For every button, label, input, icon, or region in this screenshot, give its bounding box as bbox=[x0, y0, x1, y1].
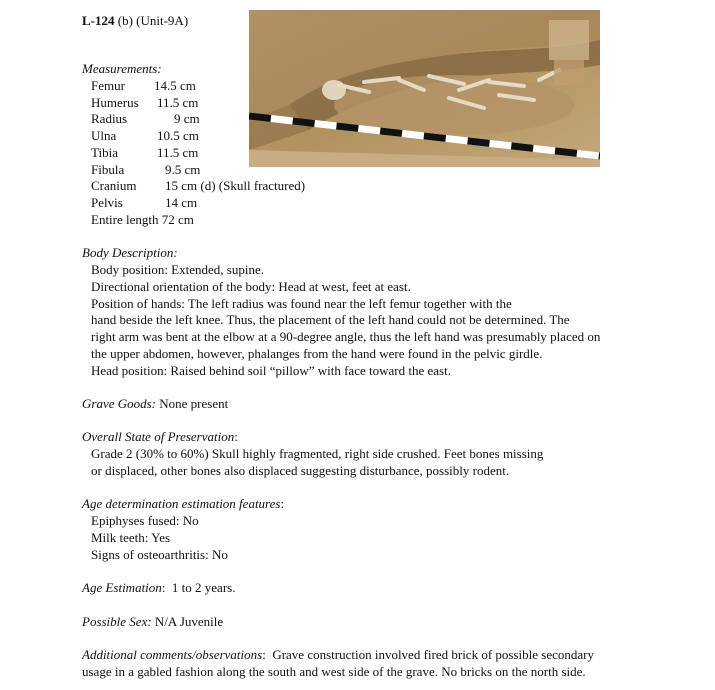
measurement-name: Entire length 72 cm bbox=[91, 212, 194, 227]
age-features-label: Age determination estimation features: bbox=[82, 496, 285, 511]
possible-sex bbox=[82, 614, 223, 630]
preservation-line: Grade 2 (30% to 60%) Skull highly fragmented, right side crushed. Feet bones missing bbox=[91, 446, 544, 461]
body-description-line: Head position: Raised behind soil “pillow” with face toward the east. bbox=[91, 363, 451, 378]
grave-goods-value: None present bbox=[159, 396, 229, 411]
possible-sex-value: N/A Juvenile bbox=[154, 614, 224, 629]
grave-goods-label: Grave Goods: bbox=[82, 396, 157, 411]
body-description-line: the upper abdomen, however, phalanges from the hand were found in the pelvic girdle. bbox=[91, 346, 543, 361]
measurement-name: Ulna bbox=[91, 128, 117, 143]
lot-subtitle: (b) (Unit-9A) bbox=[117, 13, 189, 28]
measurement-name: Fibula bbox=[91, 162, 125, 177]
burial-photo bbox=[249, 10, 600, 167]
measurement-name: Cranium bbox=[91, 178, 137, 193]
measurement-value: 15 cm (d) (Skull fractured) bbox=[165, 178, 306, 193]
measurement-value: 10.5 cm bbox=[157, 128, 199, 143]
measurement-name: Femur bbox=[91, 78, 125, 93]
age-estimation-label: Age Estimation bbox=[82, 580, 162, 595]
age-estimation-value: 1 to 2 years. bbox=[171, 580, 236, 595]
measurement-name: Radius bbox=[91, 111, 128, 126]
body-description-label: Body Description: bbox=[82, 245, 178, 260]
grave-goods bbox=[82, 396, 228, 412]
body-description-line: right arm was bent at the elbow at a 90-degree angle, thus the left hand was presumably placed on bbox=[91, 329, 601, 344]
possible-sex-label: Possible Sex: bbox=[82, 614, 152, 629]
burial-photo-graphic bbox=[249, 10, 600, 167]
measurement-value: 9.5 cm bbox=[165, 162, 201, 177]
measurement-value: 14.5 cm bbox=[154, 78, 196, 93]
age-feature-line: Signs of osteoarthritis: No bbox=[91, 547, 228, 562]
body-description-line: Position of hands: The left radius was found near the left femur together with the bbox=[91, 296, 512, 311]
preservation-line: or displaced, other bones also displaced suggesting disturbance, possibly rodent. bbox=[91, 463, 510, 478]
age-feature-line: Milk teeth: Yes bbox=[91, 530, 171, 545]
comments-first: Grave construction involved fired brick of possible secondary bbox=[272, 647, 594, 662]
preservation-label: Overall State of Preservation: bbox=[82, 429, 238, 444]
measurement-name: Pelvis bbox=[91, 195, 123, 210]
measurement-name: Tibia bbox=[91, 145, 118, 160]
age-estimation: Age Estimation: 1 to 2 years. bbox=[82, 580, 236, 595]
body-description-line: Directional orientation of the body: Head at west, feet at east. bbox=[91, 279, 411, 294]
comments-label: Additional comments/observations bbox=[82, 647, 263, 662]
measurement-value: 11.5 cm bbox=[157, 95, 199, 110]
measurements-label: Measurements: bbox=[82, 61, 162, 76]
record-heading bbox=[82, 13, 188, 29]
body-description-line: hand beside the left knee. Thus, the placement of the left hand could not be determined. The bbox=[91, 312, 570, 327]
comments-line-2: usage in a gabled fashion along the south and west side of the grave. No bricks on the north side. bbox=[82, 664, 586, 679]
comments-line-1: Additional comments/observations: Grave construction involved fired brick of possible secondary bbox=[82, 647, 594, 662]
measurement-name: Humerus bbox=[91, 95, 139, 110]
measurement-value: 11.5 cm bbox=[157, 145, 199, 160]
body-description-line: Body position: Extended, supine. bbox=[91, 262, 264, 277]
measurement-value: 14 cm bbox=[165, 195, 198, 210]
lot-number: L-124 bbox=[82, 13, 115, 28]
measurement-value: 9 cm bbox=[174, 111, 200, 126]
age-feature-line: Epiphyses fused: No bbox=[91, 513, 199, 528]
